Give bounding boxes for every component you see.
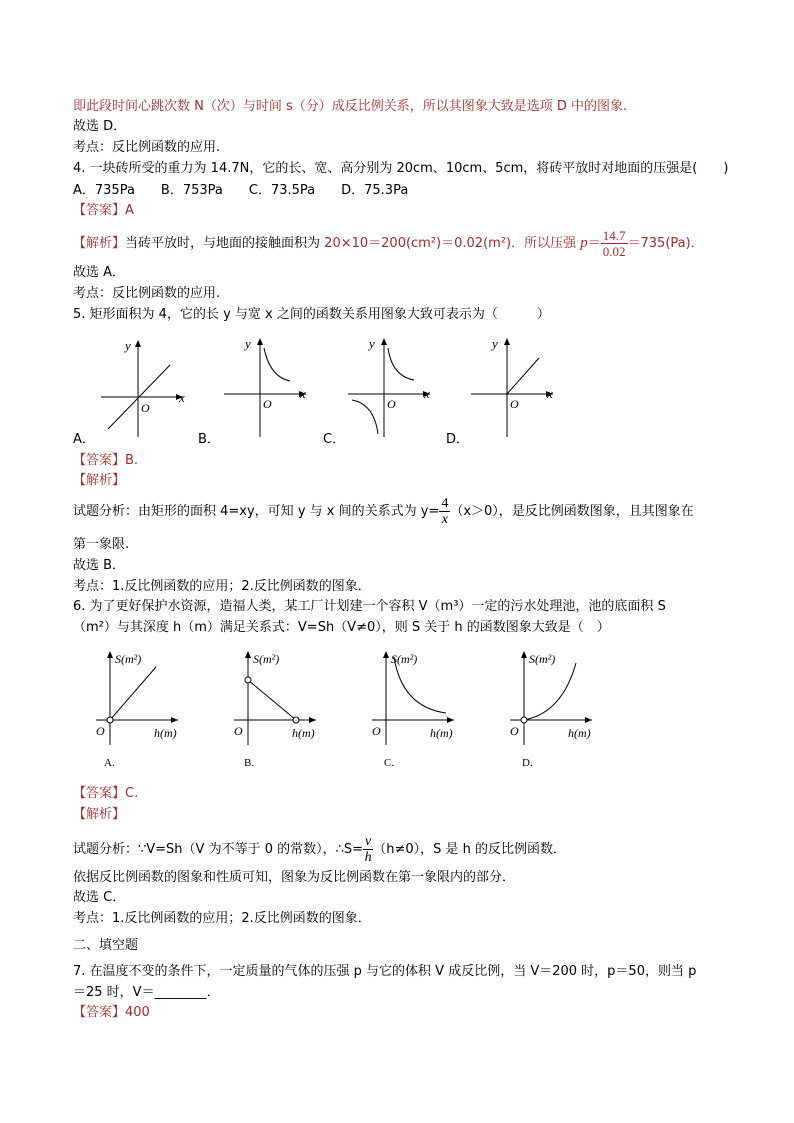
q6-answer: 【答案】C. [73, 786, 139, 801]
q6-graph-c [364, 645, 474, 745]
y-axis-arrow [381, 338, 387, 345]
q7-answer-label: 【答案】 [73, 1005, 126, 1020]
q4-analysis-b: 20×10＝200(cm²)＝0.02(m²)．所以压强 [324, 236, 577, 251]
h-axis-arrow [309, 717, 316, 723]
q5-option-b-label: B． [198, 432, 220, 447]
q6-stem-2: （m²）与其深度 h（m）满足关系式：V=Sh（V≠0），则 S 关于 h 的函数图象大致是（ ） [73, 620, 610, 635]
q5-graph-c [344, 332, 444, 442]
h-label: h(m) [292, 726, 315, 740]
origin-label: O [510, 397, 519, 411]
increasing-curve [524, 663, 576, 720]
hyperbola-branch-q3 [352, 400, 378, 434]
q5-analysis [73, 496, 694, 527]
q5-conclusion: 故选 B． [73, 558, 126, 573]
q6-option-c-label: C. [384, 757, 395, 769]
origin-label: O [96, 724, 105, 738]
q6-analysis-b: （h≠0），S 是 h 的反比例函数． [373, 842, 567, 857]
q4-p-symbol: p [580, 235, 588, 251]
q6-option-a-label: A. [104, 757, 115, 769]
q6-graph-b [226, 645, 336, 745]
q4-analysis-label: 【解析】 [73, 236, 126, 251]
q6-kaodian: 考点：1.反比例函数的应用；2.反比例函数的图象． [73, 911, 371, 926]
q5-frac-den: x [441, 512, 448, 527]
s-axis-arrow [521, 651, 527, 658]
h-intercept-point [293, 717, 299, 723]
q5-graph-a [93, 332, 193, 442]
h-axis-arrow [171, 717, 178, 723]
q4-analysis-a: 当砖平放时，与地面的接触面积为 [125, 236, 321, 251]
y-label: y [125, 338, 131, 353]
origin-label: O [372, 724, 381, 738]
q6-frac-num: v [365, 834, 372, 849]
y-label: y [492, 336, 498, 351]
q7-stem-2: ＝25 时，V＝________． [73, 985, 220, 1000]
q4-analysis [73, 228, 704, 259]
q4-eq: ＝ [587, 236, 601, 251]
origin-point [521, 717, 527, 723]
s-label: S(m²) [391, 652, 418, 666]
decreasing-line [248, 680, 296, 720]
q5-graph-d [467, 332, 567, 442]
q3-conclusion: 故选 D． [73, 119, 127, 134]
origin-label: O [263, 397, 272, 411]
h-label: h(m) [430, 726, 453, 740]
q5-fraction [439, 496, 450, 527]
q5-analysis-b: （x＞0），是反比例函数图象，且其图象在 [450, 504, 694, 519]
origin-label: O [387, 397, 396, 411]
origin-label: O [141, 401, 150, 415]
q5-answer: 【答案】B. [73, 453, 139, 468]
s-axis-arrow [245, 651, 251, 658]
q5-analysis-a: 试题分析：由矩形的面积 4=xy，可知 y 与 x 间的关系式为 y= [73, 504, 440, 519]
section-title-fill-in: 二、填空题 [73, 938, 139, 953]
h-label: h(m) [568, 726, 591, 740]
origin-label: O [234, 724, 243, 738]
y-axis-arrow [135, 340, 141, 347]
q6-conclusion: 故选 C． [73, 890, 126, 905]
q5-graph-b [220, 332, 320, 442]
q4-frac-den: 0.02 [602, 244, 626, 259]
s-label: S(m²) [115, 652, 142, 666]
q4-stem: 4. 一块砖所受的重力为 14.7N，它的长、宽、高分别为 20cm、10cm、5cm，将砖平放时对地面的压强是( ) [73, 161, 729, 176]
q4-kaodian: 考点：反比例函数的应用. [73, 286, 221, 301]
linear-graph [110, 667, 156, 720]
q4-pressure-fraction [601, 228, 628, 259]
q6-analysis-c: 依据反比例函数的图象和性质可知，图象为反比例函数在第一象限内的部分． [73, 870, 516, 885]
q4-answer: 【答案】A [73, 203, 134, 218]
q5-stem: 5. 矩形面积为 4，它的长 y 与宽 x 之间的函数关系用图象大致可表示为（ ） [73, 307, 550, 322]
q7-stem-1: 7. 在温度不变的条件下，一定质量的气体的压强 p 与它的体积 V 成反比例，当 V＝200 时，p＝50，则当 p [73, 964, 697, 979]
q4-result: ＝735(Pa)． [627, 236, 704, 251]
q6-option-d-label: D. [522, 757, 533, 769]
x-label: x [300, 386, 306, 401]
q6-analysis [73, 834, 566, 865]
q5-option-a-label: A． [73, 432, 95, 447]
q3-analysis-line: 即此段时间心跳次数 N（次）与时间 s（分）成反比例关系，所以其图象大致是选项 D 中的图象. [73, 99, 628, 114]
y-label: y [245, 336, 251, 351]
h-axis-arrow [585, 717, 592, 723]
y-axis-arrow [504, 338, 510, 345]
q5-option-d-label: D． [446, 432, 470, 447]
origin-label: O [510, 724, 519, 738]
q4-conclusion: 故选 A． [73, 265, 126, 280]
q6-analysis-a: 试题分析：∵V=Sh（V 为不等于 0 的常数），∴S= [73, 842, 364, 857]
q6-fraction [363, 834, 373, 865]
hyperbola-branch-q1 [388, 348, 414, 380]
q7-answer [73, 1004, 150, 1022]
q4-frac-num: 14.7 [602, 228, 626, 243]
q5-frac-num: 4 [441, 496, 449, 511]
q6-option-b-label: B. [244, 757, 255, 769]
q6-graph-a [88, 645, 198, 745]
q5-option-c-label: C． [323, 432, 346, 447]
q5-kaodian: 考点：1.反比例函数的应用；2.反比例函数的图象． [73, 579, 371, 594]
origin-point [107, 717, 113, 723]
s-label: S(m²) [529, 652, 556, 666]
y-axis-arrow [257, 338, 263, 345]
q5-analysis-label: 【解析】 [73, 473, 126, 488]
x-label: x [179, 390, 185, 405]
hyperbola-branch [264, 348, 290, 381]
ray-from-origin [507, 358, 539, 394]
s-label: S(m²) [253, 652, 280, 666]
q5-analysis-c: 第一象限. [73, 537, 130, 552]
y-label: y [369, 336, 375, 351]
q3-kaodian: 考点：反比例函数的应用. [73, 140, 221, 155]
s-axis-arrow [383, 651, 389, 658]
h-axis-arrow [447, 717, 454, 723]
s-axis-arrow [107, 651, 113, 658]
s-intercept-point [245, 677, 251, 683]
q6-frac-den: h [364, 850, 372, 865]
x-label: x [424, 386, 430, 401]
q6-stem-1: 6. 为了更好保护水资源，造福人类，某工厂计划建一个容积 V（m³）一定的污水处理池，池的底面积 S [73, 599, 666, 614]
q4-options: A．735Pa B．753Pa C．73.5Pa D．75.3Pa [73, 183, 409, 198]
q6-analysis-label: 【解析】 [73, 807, 126, 822]
q6-graph-d [502, 645, 612, 745]
x-label: x [547, 386, 553, 401]
h-label: h(m) [154, 726, 177, 740]
q7-answer-value: 400 [125, 1005, 150, 1020]
